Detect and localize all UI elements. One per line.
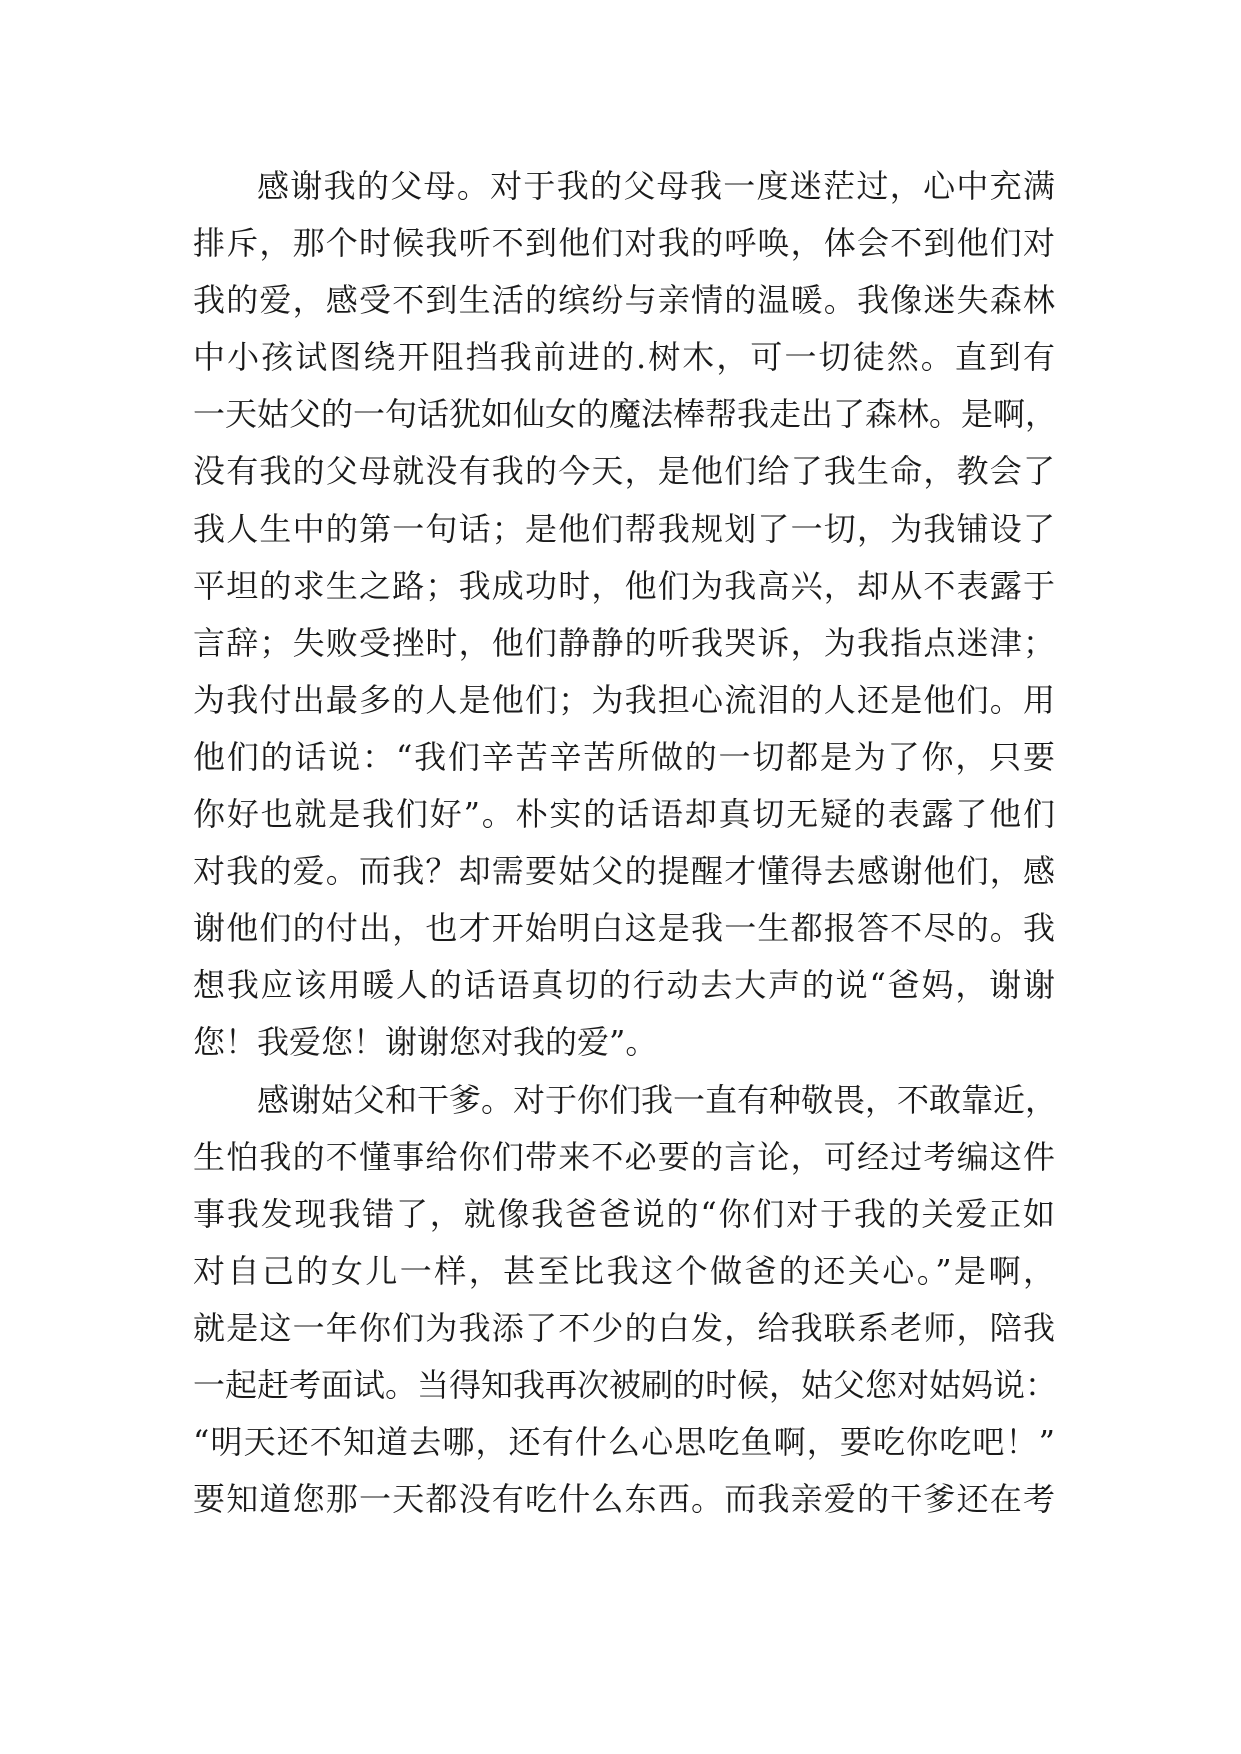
- text-line: “明天还不知道去哪，还有什么心思吃鱼啊，要吃你吃吧！”: [193, 1423, 1055, 1462]
- text-line: 感谢我的父母。对于我的父母我一度迷茫过，心中充满: [257, 167, 1055, 205]
- text-line: 感谢姑父和干爹。对于你们我一直有种敬畏，不敢靠近，: [257, 1080, 1058, 1119]
- paragraph-2: [193, 1072, 1058, 1529]
- text-line: 想我应该用暖人的话语真切的行动去大声的说“爸妈，谢谢: [193, 966, 1055, 1005]
- text-line: 平坦的求生之路；我成功时，他们为我高兴，却从不表露于: [193, 566, 1055, 605]
- text-line: 您！我爱您！谢谢您对我的爱”。: [193, 1023, 658, 1062]
- text-line: 一起赶考面试。当得知我再次被刷的时候，姑父您对姑妈说：: [193, 1365, 1058, 1404]
- text-line: 为我付出最多的人是他们；为我担心流泪的人还是他们。用: [193, 680, 1055, 719]
- text-line: 言辞；失败受挫时，他们静静的听我哭诉，为我指点迷津；: [193, 623, 1055, 662]
- body-text: [193, 158, 1058, 1528]
- text-line: 我的爱，感受不到生活的缤纷与亲情的温暖。我像迷失森林: [193, 281, 1055, 320]
- text-line: 一天姑父的一句话犹如仙女的魔法棒帮我走出了森林。是啊，: [193, 395, 1058, 434]
- text-line: 就是这一年你们为我添了不少的白发，给我联系老师，陪我: [193, 1308, 1055, 1347]
- text-line: 谢他们的付出，也才开始明白这是我一生都报答不尽的。我: [193, 909, 1055, 948]
- text-line: 没有我的父母就没有我的今天，是他们给了我生命，教会了: [193, 452, 1055, 491]
- text-line: 你好也就是我们好”。朴实的话语却真切无疑的表露了他们: [193, 795, 1055, 834]
- text-line: 生怕我的不懂事给你们带来不必要的言论，可经过考编这件: [193, 1137, 1055, 1176]
- text-line: 排斥，那个时候我听不到他们对我的呼唤，体会不到他们对: [193, 224, 1055, 263]
- text-line: 对我的爱。而我？却需要姑父的提醒才懂得去感谢他们，感: [193, 852, 1055, 891]
- text-line: 我人生中的第一句话；是他们帮我规划了一切，为我铺设了: [193, 509, 1055, 548]
- text-line: 事我发现我错了，就像我爸爸说的“你们对于我的关爱正如: [193, 1194, 1055, 1233]
- text-line: 要知道您那一天都没有吃什么东西。而我亲爱的干爹还在考: [193, 1480, 1055, 1519]
- paragraph-1: [193, 158, 1058, 1072]
- text-line: 他们的话说：“我们辛苦辛苦所做的一切都是为了你，只要: [193, 737, 1055, 776]
- text-line: 中小孩试图绕开阻挡我前进的.树木，可一切徒然。直到有: [193, 338, 1055, 377]
- text-line: 对自己的女儿一样，甚至比我这个做爸的还关心。”是啊，: [193, 1251, 1055, 1290]
